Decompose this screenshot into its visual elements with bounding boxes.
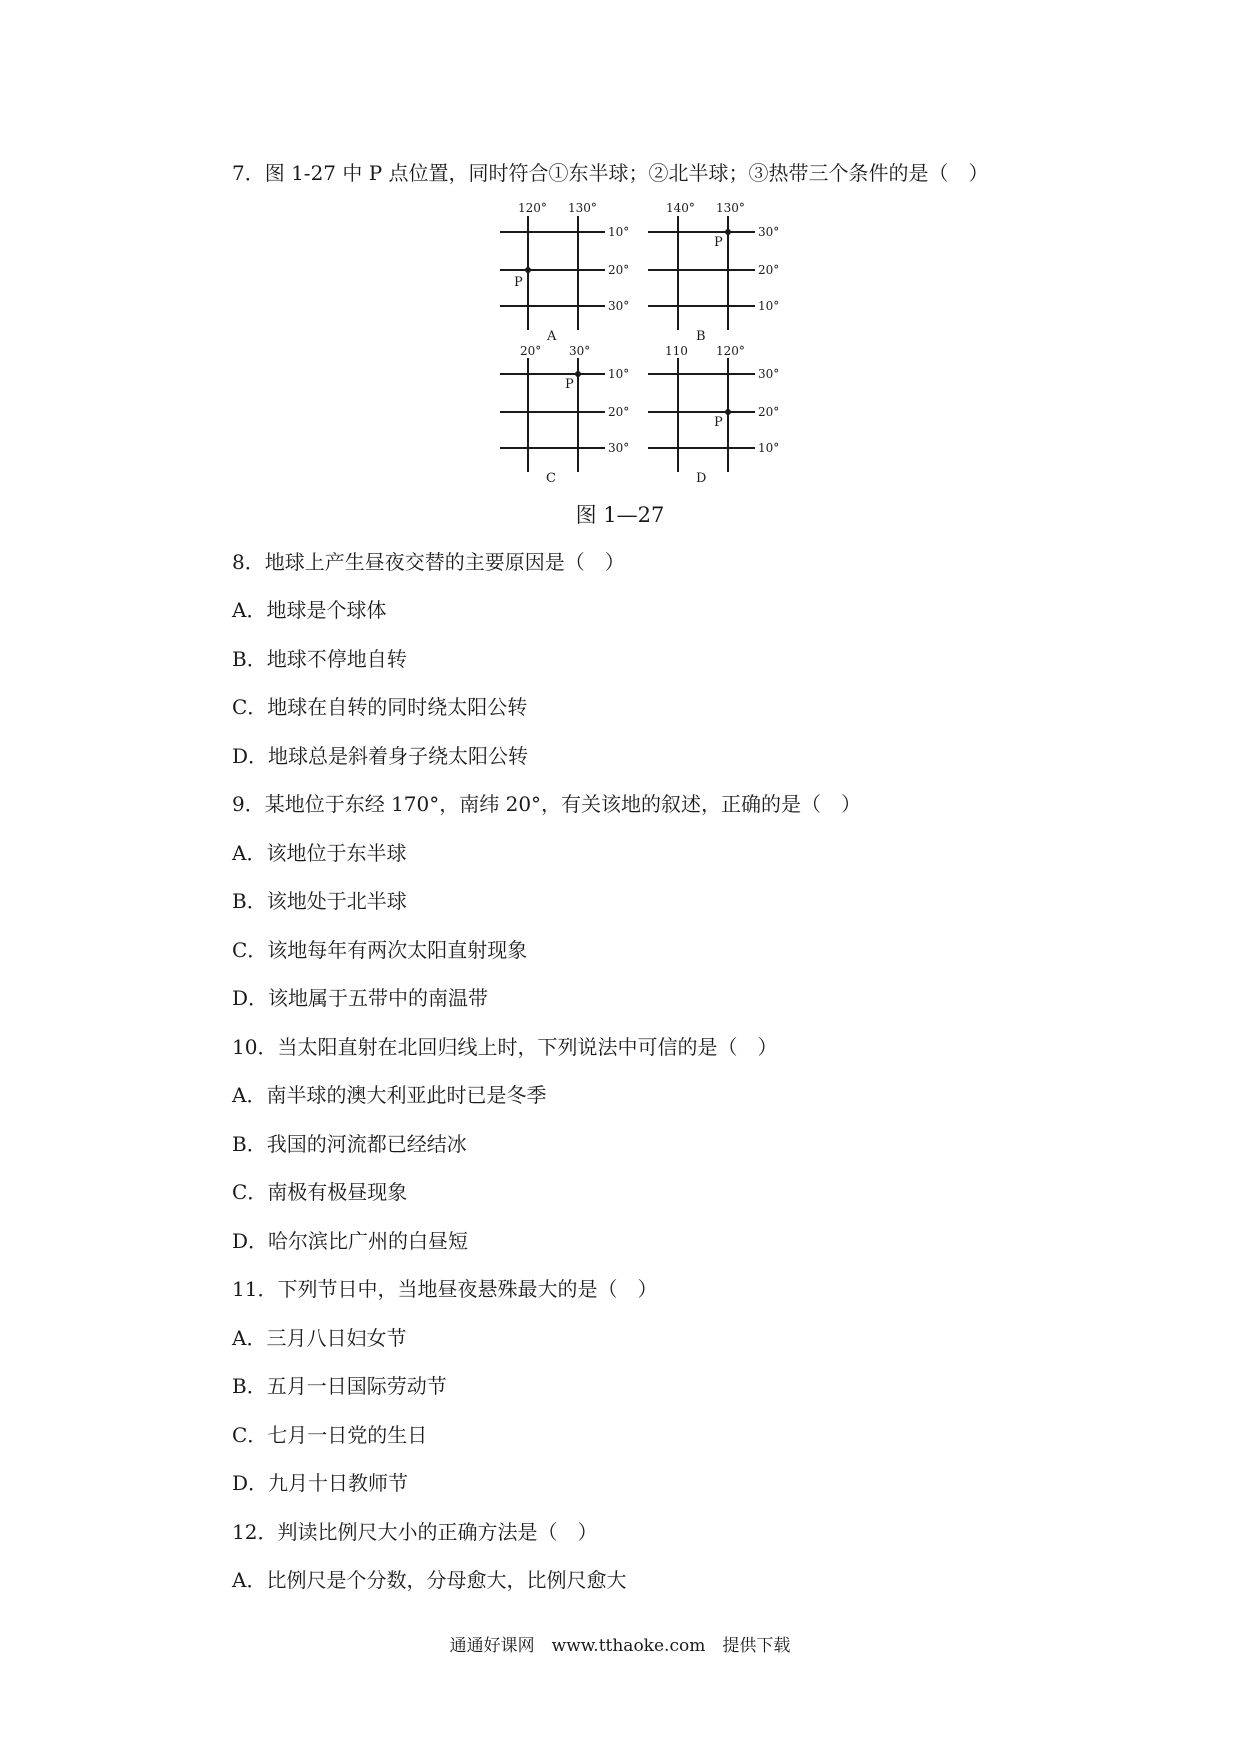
question-9-option-b: B．该地处于北半球 [232,889,407,913]
question-8-option-a: A．地球是个球体 [232,598,387,622]
panel-a-lat-3: 30° [608,299,630,313]
panel-d-grid [648,358,755,472]
panel-a-lat-2: 20° [608,263,630,277]
question-9-stem: 9．某地位于东经 170°，南纬 20°，有关该地的叙述，正确的是（ ） [232,792,862,816]
panel-c-grid [500,358,605,472]
question-10-option-b: B．我国的河流都已经结冰 [232,1132,467,1156]
question-9-option-c: C．该地每年有两次太阳直射现象 [232,938,528,962]
figure-caption: 图 1—27 [575,503,665,527]
question-8-option-c: C．地球在自转的同时绕太阳公转 [232,695,528,719]
panel-a-lon-1: 120° [518,201,547,215]
panel-a-grid [500,216,605,330]
question-7-stem: 7．图 1-27 中 P 点位置，同时符合①东半球；②北半球；③热带三个条件的是（ ） [232,161,989,185]
panel-d-lat-2: 20° [758,405,780,419]
panel-d-lat-1: 30° [758,367,780,381]
panel-b-label: B [696,329,706,344]
panel-a-point [525,267,531,273]
question-11-stem: 11．下列节日中，当地昼夜悬殊最大的是（ ） [232,1277,658,1301]
question-12-stem: 12．判读比例尺大小的正确方法是（ ） [232,1520,598,1544]
panel-b-point [725,229,731,235]
panel-a-lat-1: 10° [608,225,630,239]
question-8-option-d: D．地球总是斜着身子绕太阳公转 [232,744,529,768]
question-11-option-d: D．九月十日教师节 [232,1471,409,1495]
panel-b-lon-2: 130° [716,201,745,215]
panel-d-lon-1: 110 [665,344,688,358]
panel-c-point [575,371,581,377]
question-9-option-a: A．该地位于东半球 [232,841,407,865]
panel-d-lat-3: 10° [758,441,780,455]
panel-c-lat-1: 10° [608,367,630,381]
panel-c-lon-2: 30° [569,344,591,358]
footer-credit: 通通好课网 www.tthaoke.com 提供下载 [449,1636,791,1656]
figure-grids [0,0,1240,500]
panel-b-lat-1: 30° [758,225,780,239]
question-11-option-b: B．五月一日国际劳动节 [232,1374,447,1398]
question-8-option-b: B．地球不停地自转 [232,647,407,671]
question-12-option-a: A．比例尺是个分数，分母愈大，比例尺愈大 [232,1568,627,1592]
question-10-stem: 10．当太阳直射在北回归线上时，下列说法中可信的是（ ） [232,1035,778,1059]
question-9-option-d: D．该地属于五带中的南温带 [232,986,489,1010]
panel-d-label: D [696,471,707,486]
panel-b-p-label: P [714,235,723,250]
panel-a-label: A [547,329,557,344]
panel-b-lat-3: 10° [758,299,780,313]
panel-b-lon-1: 140° [666,201,695,215]
figure-1-27 [0,0,1240,500]
panel-d-lon-2: 120° [716,344,745,358]
panel-b-lat-2: 20° [758,263,780,277]
question-8-stem: 8．地球上产生昼夜交替的主要原因是（ ） [232,550,625,574]
panel-c-lat-2: 20° [608,405,630,419]
panel-c-lon-1: 20° [520,344,542,358]
question-10-option-a: A．南半球的澳大利亚此时已是冬季 [232,1083,547,1107]
question-10-option-c: C．南极有极昼现象 [232,1180,408,1204]
panel-a-lon-2: 130° [568,201,597,215]
question-10-option-d: D．哈尔滨比广州的白昼短 [232,1229,469,1253]
panel-a-p-label: P [514,275,523,290]
panel-b-grid [648,216,755,330]
panel-d-p-label: P [714,415,723,430]
panel-c-label: C [546,471,556,486]
panel-d-point [725,409,731,415]
question-11-option-c: C．七月一日党的生日 [232,1423,428,1447]
panel-c-p-label: P [565,377,574,392]
panel-c-lat-3: 30° [608,441,630,455]
question-11-option-a: A．三月八日妇女节 [232,1326,407,1350]
